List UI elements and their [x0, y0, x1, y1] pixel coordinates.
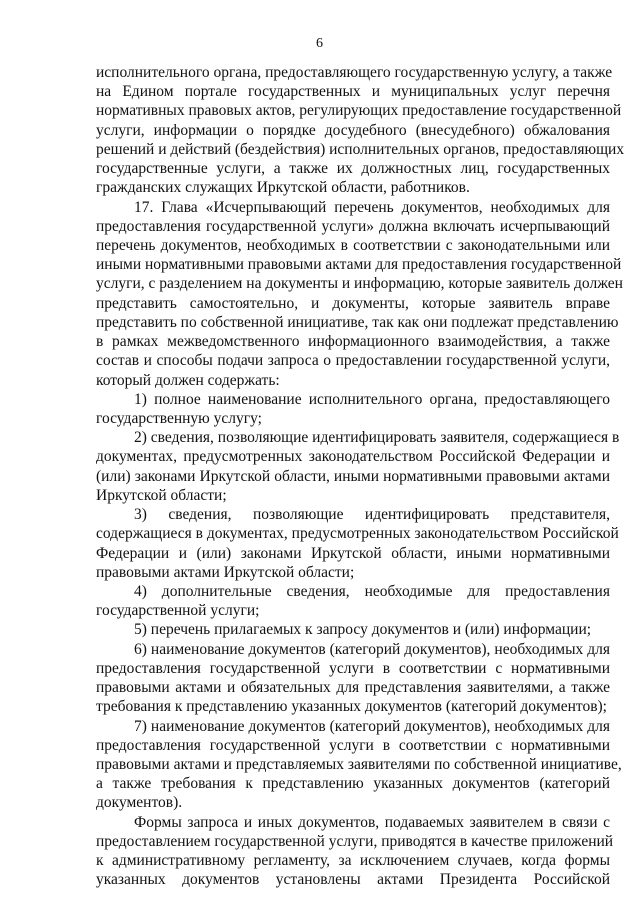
page-number: 6: [316, 36, 323, 51]
text-line: правовыми актами Иркутской области;: [96, 563, 355, 581]
text-line: решений и действий (бездействия) исполнительных органов, предоставляющих: [96, 140, 625, 158]
text-line: 5) перечень прилагаемых к запросу документов и (или) информации;: [134, 621, 592, 639]
text-line: 7) наименование документов (категорий документов), необходимых для: [134, 717, 610, 735]
text-line: представить самостоятельно, и документы, которые заявитель вправе: [96, 294, 610, 312]
text-line: (или) законами Иркутской области, иными нормативными правовыми актами: [96, 467, 610, 485]
text-line: 4) дополнительные сведения, необходимые для предоставления: [134, 582, 610, 600]
text-line: предоставления государственной услуги» должна включать исчерпывающий: [96, 217, 610, 235]
text-line: 1) полное наименование исполнительного органа, предоставляющего: [134, 390, 610, 408]
text-line: гражданских служащих Иркутской области, работников.: [96, 179, 470, 197]
text-line: правовыми актами и представляемых заявителями по собственной инициативе,: [96, 755, 622, 773]
text-line: предоставления государственной услуги в соответствии с нормативными: [96, 659, 610, 677]
text-line: который должен содержать:: [96, 371, 280, 389]
text-line: Формы запроса и иных документов, подаваемых заявителем в связи с: [134, 813, 610, 831]
text-line: требования к представлению указанных документов (категорий документов);: [96, 698, 607, 716]
text-line: предоставления государственной услуги в соответствии с нормативными: [96, 736, 610, 754]
text-line: государственные услуги, а также их должностных лиц, государственных: [96, 160, 610, 178]
text-line: услуги, с разделением на документы и информацию, которые заявитель должен: [96, 275, 623, 293]
text-line: нормативных правовых актов, регулирующих предоставление государственной: [96, 102, 622, 120]
text-line: к административному регламенту, за исключением случаев, когда формы: [96, 852, 610, 869]
text-line: содержащиеся в документах, предусмотренных законодательством Российской: [96, 525, 619, 543]
text-line: государственную услугу;: [96, 410, 262, 427]
text-line: правовыми актами и обязательных для представления заявителями, а также: [96, 679, 610, 696]
text-line: 17. Глава «Исчерпывающий перечень документов, необходимых для: [134, 198, 610, 216]
text-line: документах, предусмотренных законодательством Российской Федерации и: [96, 448, 610, 466]
text-line: а также требования к представлению указанных документов (категорий: [96, 775, 610, 793]
text-line: документов).: [96, 794, 183, 812]
text-line: на Едином портале государственных и муниципальных услуг перечня: [96, 83, 610, 101]
text-line: 3) сведения, позволяющие идентифицировать представителя,: [134, 506, 610, 524]
text-line: состав и способы подачи запроса о предоставлении государственной услуги,: [96, 352, 610, 370]
text-line: исполнительного органа, предоставляющего государственную услугу, а также: [96, 64, 613, 81]
text-line: предоставлением государственной услуги, приводятся в качестве приложений: [96, 832, 614, 850]
text-line: представить по собственной инициативе, так как они подлежат представлению: [96, 313, 619, 331]
text-line: государственной услуги;: [96, 602, 260, 620]
text-line: Федерации и (или) законами Иркутской области, иными нормативными: [96, 544, 610, 562]
text-line: услуги, информации о порядке досудебного (внесудебного) обжалования: [96, 121, 610, 139]
text-line: Иркутской области;: [96, 486, 227, 504]
text-line: 2) сведения, позволяющие идентифицировать заявителя, содержащиеся в: [134, 429, 620, 447]
text-line: указанных документов установлены актами Президента Российской: [96, 871, 610, 889]
text-line: иными нормативными правовыми актами для предоставления государственной: [96, 256, 622, 274]
text-line: перечень документов, необходимых в соответствии с законодательными или: [96, 237, 610, 254]
text-line: 6) наименование документов (категорий документов), необходимых для: [134, 640, 610, 658]
text-line: в рамках межведомственного информационного взаимодействия, а также: [96, 333, 610, 351]
